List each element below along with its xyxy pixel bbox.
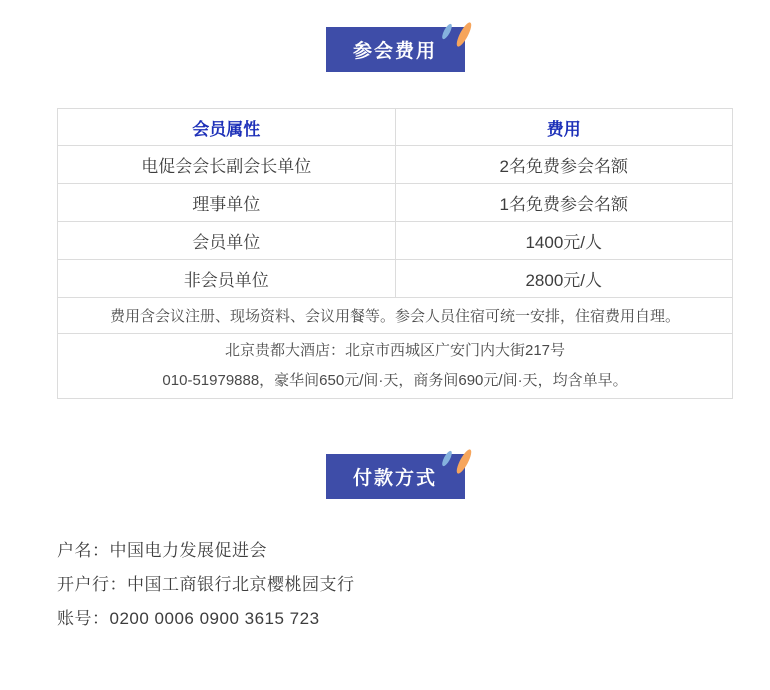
table-row xyxy=(58,184,733,222)
member-type-cell: 理事单位 xyxy=(58,184,396,222)
fee-cell: 1名免费参会名额 xyxy=(395,184,733,222)
bank-branch-line: 开户行：中国工商银行北京樱桃园支行 xyxy=(57,575,355,594)
account-number-line: 账号：0200 0006 0900 3615 723 xyxy=(57,609,320,628)
fee-note: 费用含会议注册、现场资料、会议用餐等。参会人员住宿可统一安排，住宿费用自理。 xyxy=(58,298,733,334)
hotel-phone-price-line: 010-51979888，豪华间650元/间·天，商务间690元/间·天，均含单早。 xyxy=(162,372,628,389)
payment-section-heading xyxy=(326,454,465,499)
fee-table-header-row xyxy=(58,109,733,146)
fee-section-title: 参会费用 xyxy=(326,27,465,72)
payment-section-title: 付款方式 xyxy=(326,454,465,499)
fee-cell: 2名免费参会名额 xyxy=(395,146,733,184)
hotel-address-line: 北京贵都大酒店：北京市西城区广安门内大街217号 xyxy=(224,342,566,359)
fee-table-header-member-attr: 会员属性 xyxy=(58,109,396,146)
table-hotel-row xyxy=(58,334,733,399)
table-row xyxy=(58,260,733,298)
member-type-cell: 会员单位 xyxy=(58,222,396,260)
hotel-info-cell xyxy=(58,334,733,399)
fee-table-header-fee: 费用 xyxy=(395,109,733,146)
table-row xyxy=(58,222,733,260)
table-row xyxy=(58,146,733,184)
fee-section-heading xyxy=(326,27,465,72)
fee-cell: 1400元/人 xyxy=(395,222,733,260)
fee-cell: 2800元/人 xyxy=(395,260,733,298)
account-name-line: 户名：中国电力发展促进会 xyxy=(57,541,267,560)
fee-table xyxy=(57,108,733,399)
member-type-cell: 电促会会长副会长单位 xyxy=(58,146,396,184)
member-type-cell: 非会员单位 xyxy=(58,260,396,298)
article-body xyxy=(57,27,733,628)
payment-info-block xyxy=(57,542,733,628)
table-note-row xyxy=(58,298,733,334)
